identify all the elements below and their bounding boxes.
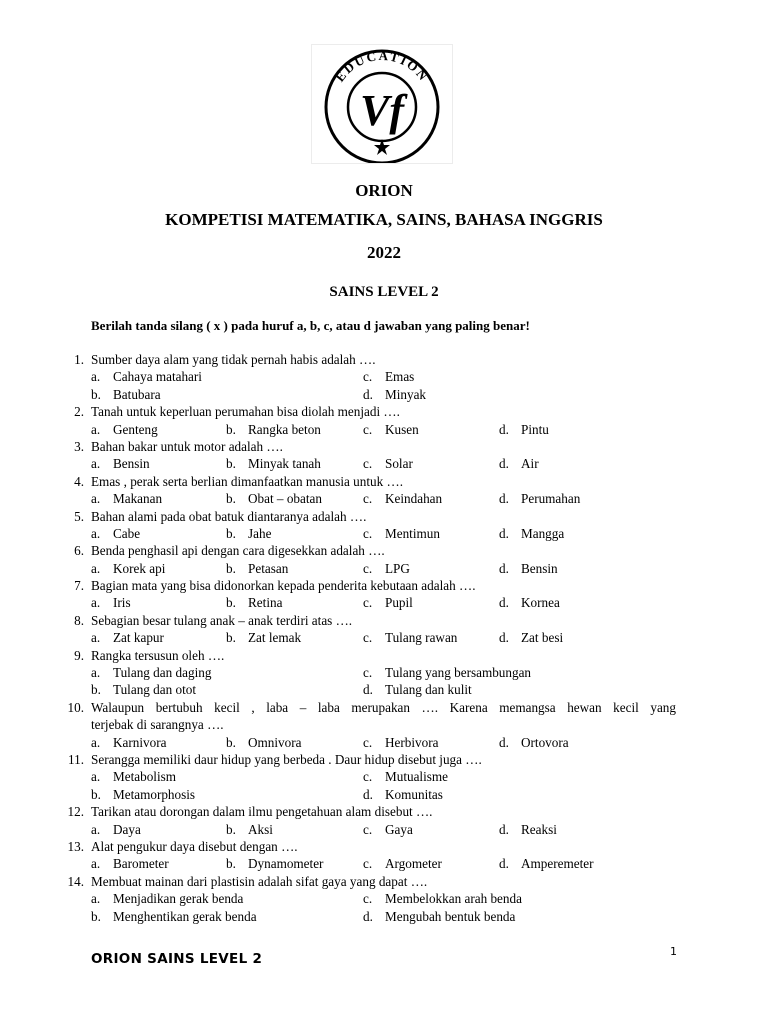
question-row: [0, 473, 768, 490]
option-letter: c.: [363, 856, 373, 872]
option-row: [0, 890, 768, 907]
option-letter: a.: [91, 525, 101, 541]
option-text: Mutualisme: [385, 769, 449, 785]
question-number: 6.: [74, 543, 84, 559]
answer-option: [363, 681, 472, 698]
answer-option: [91, 821, 141, 838]
answer-option: [363, 594, 413, 611]
option-letter: b.: [226, 560, 236, 576]
option-text: Retina: [248, 595, 283, 611]
option-text: Metamorphosis: [113, 786, 196, 802]
option-letter: d.: [499, 630, 509, 646]
option-letter: d.: [499, 456, 509, 472]
option-letter: a.: [91, 560, 101, 576]
footer-title: ORION SAINS LEVEL 2: [91, 951, 263, 967]
option-letter: b.: [226, 525, 236, 541]
option-letter: d.: [499, 821, 509, 837]
answer-option: [226, 855, 323, 872]
option-row: [0, 681, 768, 698]
question-text: Benda penghasil api dengan cara digesekkan adalah ….: [91, 543, 385, 559]
option-row: [0, 560, 768, 577]
page-number: 1: [670, 945, 677, 958]
option-letter: c.: [363, 734, 373, 750]
answer-option: [499, 629, 563, 646]
answer-option: [91, 664, 211, 681]
question-text: Bagian mata yang bisa didonorkan kepada penderita kebutaan adalah ….: [91, 578, 476, 594]
option-letter: d.: [363, 786, 373, 802]
answer-option: [91, 908, 257, 925]
question-row: [0, 647, 768, 664]
option-text: Dynamometer: [248, 856, 324, 872]
competition-subtitle: KOMPETISI MATEMATIKA, SAINS, BAHASA INGGRIS: [165, 210, 603, 229]
option-letter: c.: [363, 456, 373, 472]
option-letter: c.: [363, 421, 373, 437]
question-row: [0, 612, 768, 629]
option-text: Air: [521, 456, 539, 472]
option-text: Minyak tanah: [248, 456, 321, 472]
answer-option: [363, 386, 426, 403]
option-text: Genteng: [113, 421, 158, 437]
answer-option: [226, 629, 301, 646]
option-row: [0, 786, 768, 803]
option-letter: d.: [363, 386, 373, 402]
answer-option: [91, 786, 195, 803]
option-letter: c.: [363, 560, 373, 576]
option-letter: d.: [499, 525, 509, 541]
option-text: Menghentikan gerak benda: [113, 908, 257, 924]
question-row: [0, 508, 768, 525]
option-text: Aksi: [248, 821, 273, 837]
answer-option: [363, 664, 531, 681]
option-letter: b.: [226, 421, 236, 437]
option-text: Mangga: [521, 525, 565, 541]
option-row: [0, 368, 768, 385]
option-text: Pupil: [385, 595, 413, 611]
answer-option: [226, 525, 271, 542]
question-row: [0, 351, 768, 368]
answer-option: [499, 525, 564, 542]
option-letter: b.: [226, 456, 236, 472]
option-letter: b.: [226, 734, 236, 750]
option-row: [0, 490, 768, 507]
logo-ring-text: EDUCATION: [331, 47, 432, 85]
option-row: [0, 455, 768, 472]
question-text: Rangka tersusun oleh ….: [91, 647, 225, 663]
question-text: Walaupun bertubuh kecil , laba – laba merupakan …. Karena memangsa hewan kecil yang: [91, 699, 676, 715]
option-text: Rangka beton: [248, 421, 321, 437]
answer-option: [91, 386, 161, 403]
option-text: Tulang dan kulit: [385, 682, 472, 698]
option-letter: a.: [91, 856, 101, 872]
option-text: Makanan: [113, 491, 163, 507]
option-letter: b.: [91, 786, 101, 802]
option-text: Daya: [113, 821, 141, 837]
answer-option: [226, 734, 301, 751]
option-text: Menjadikan gerak benda: [113, 891, 244, 907]
question-row: [0, 751, 768, 768]
answer-option: [363, 560, 410, 577]
answer-option: [226, 421, 321, 438]
question-number: 12.: [67, 804, 84, 820]
option-letter: d.: [363, 682, 373, 698]
option-text: Zat besi: [521, 630, 564, 646]
option-row: [0, 908, 768, 925]
question-list: [0, 351, 768, 925]
answer-option: [363, 890, 522, 907]
option-text: Kornea: [521, 595, 560, 611]
question-number: 14.: [67, 873, 84, 889]
question-row: [0, 438, 768, 455]
question-row: [0, 699, 768, 716]
option-text: Kusen: [385, 421, 419, 437]
answer-option: [363, 908, 515, 925]
question-number: 3.: [74, 438, 84, 454]
option-text: Metabolism: [113, 769, 177, 785]
option-letter: a.: [91, 769, 101, 785]
question-number: 10.: [67, 699, 84, 715]
option-letter: b.: [226, 630, 236, 646]
option-letter: a.: [91, 369, 101, 385]
option-text: LPG: [385, 560, 410, 576]
answer-option: [91, 421, 158, 438]
option-text: Barometer: [113, 856, 169, 872]
option-letter: d.: [499, 856, 509, 872]
document-title: ORION: [355, 181, 413, 200]
option-letter: a.: [91, 595, 101, 611]
option-text: Tulang yang bersambungan: [385, 665, 532, 681]
education-logo: [311, 44, 453, 164]
answer-option: [226, 490, 322, 507]
option-text: Karnivora: [113, 734, 167, 750]
question-number: 7.: [74, 578, 84, 594]
instruction-text: Berilah tanda silang ( x ) pada huruf a, b, c, atau d jawaban yang paling benar!: [91, 318, 530, 333]
option-letter: b.: [226, 595, 236, 611]
option-letter: b.: [91, 908, 101, 924]
option-letter: a.: [91, 630, 101, 646]
option-text: Obat – obatan: [248, 491, 322, 507]
answer-option: [363, 734, 438, 751]
answer-option: [499, 855, 594, 872]
question-number: 5.: [74, 508, 84, 524]
option-letter: a.: [91, 734, 101, 750]
answer-option: [499, 560, 558, 577]
question-text: Serangga memiliki daur hidup yang berbeda . Daur hidup disebut juga ….: [91, 751, 482, 767]
option-text: Batubara: [113, 386, 161, 402]
answer-option: [91, 629, 164, 646]
question-row: [0, 803, 768, 820]
option-letter: c.: [363, 595, 373, 611]
question-text: Alat pengukur daya disebut dengan ….: [91, 838, 298, 854]
answer-option: [91, 455, 150, 472]
competition-year: 2022: [367, 243, 401, 262]
option-text: Reaksi: [521, 821, 557, 837]
option-letter: d.: [499, 734, 509, 750]
option-letter: d.: [499, 421, 509, 437]
question-row-continued: [0, 716, 768, 733]
option-text: Emas: [385, 369, 415, 385]
question-row: [0, 542, 768, 559]
answer-option: [91, 768, 176, 785]
answer-option: [499, 421, 549, 438]
option-text: Zat kapur: [113, 630, 164, 646]
question-number: 2.: [74, 404, 84, 420]
option-letter: b.: [226, 856, 236, 872]
option-text: Minyak: [385, 386, 427, 402]
option-letter: a.: [91, 456, 101, 472]
svg-text:EDUCATION: [332, 48, 432, 85]
answer-option: [91, 560, 165, 577]
answer-option: [91, 681, 196, 698]
answer-option: [91, 594, 131, 611]
answer-option: [226, 455, 321, 472]
option-text: Tulang rawan: [385, 630, 458, 646]
option-row: [0, 821, 768, 838]
option-letter: a.: [91, 821, 101, 837]
question-text: Membuat mainan dari plastisin adalah sifat gaya yang dapat ….: [91, 873, 428, 889]
option-letter: d.: [499, 491, 509, 507]
option-text: Argometer: [385, 856, 442, 872]
answer-option: [363, 786, 443, 803]
answer-option: [363, 490, 442, 507]
option-row: [0, 855, 768, 872]
question-text: Tarikan atau dorongan dalam ilmu pengetahuan alam disebut ….: [91, 804, 433, 820]
option-row: [0, 386, 768, 403]
option-letter: a.: [91, 891, 101, 907]
answer-option: [91, 890, 243, 907]
answer-option: [363, 525, 440, 542]
option-text: Herbivora: [385, 734, 439, 750]
question-text-continued: terjebak di sarangnya ….: [91, 717, 224, 733]
option-letter: c.: [363, 491, 373, 507]
question-text: Bahan bakar untuk motor adalah ….: [91, 438, 283, 454]
question-text: Bahan alami pada obat batuk diantaranya adalah ….: [91, 508, 367, 524]
option-text: Cahaya matahari: [113, 369, 202, 385]
option-text: Gaya: [385, 821, 413, 837]
answer-option: [226, 560, 288, 577]
option-letter: c.: [363, 891, 373, 907]
option-text: Tulang dan daging: [113, 665, 212, 681]
answer-option: [226, 821, 273, 838]
option-text: Tulang dan otot: [113, 682, 197, 698]
option-text: Pintu: [521, 421, 549, 437]
option-row: [0, 421, 768, 438]
answer-option: [91, 855, 169, 872]
answer-option: [499, 455, 539, 472]
option-text: Mentimun: [385, 525, 440, 541]
answer-option: [363, 368, 414, 385]
option-row: [0, 594, 768, 611]
option-row: [0, 734, 768, 751]
question-text: Sumber daya alam yang tidak pernah habis adalah ….: [91, 352, 376, 367]
answer-option: [499, 594, 560, 611]
option-letter: b.: [226, 491, 236, 507]
level-heading: SAINS LEVEL 2: [329, 284, 439, 300]
question-row: [0, 577, 768, 594]
option-letter: c.: [363, 525, 373, 541]
logo-emblem-icon: [312, 45, 452, 163]
question-text: Emas , perak serta berlian dimanfaatkan manusia untuk ….: [91, 473, 403, 489]
answer-option: [499, 490, 580, 507]
option-row: [0, 768, 768, 785]
option-letter: c.: [363, 769, 373, 785]
option-row: [0, 629, 768, 646]
answer-option: [363, 768, 448, 785]
question-row: [0, 873, 768, 890]
question-number: 4.: [74, 473, 84, 489]
option-letter: d.: [499, 595, 509, 611]
option-letter: a.: [91, 491, 101, 507]
option-letter: b.: [91, 682, 101, 698]
option-letter: b.: [91, 386, 101, 402]
question-text: Tanah untuk keperluan perumahan bisa diolah menjadi ….: [91, 404, 400, 420]
answer-option: [91, 525, 140, 542]
option-row: [0, 525, 768, 542]
logo-monogram: Vf: [360, 86, 404, 135]
answer-option: [226, 594, 282, 611]
option-text: Petasan: [248, 560, 289, 576]
option-text: Jahe: [248, 525, 272, 541]
answer-option: [91, 490, 162, 507]
option-letter: c.: [363, 665, 373, 681]
option-letter: b.: [226, 821, 236, 837]
option-text: Bensin: [113, 456, 150, 472]
question-text: Sebagian besar tulang anak – anak terdiri atas ….: [91, 612, 353, 628]
option-text: Zat lemak: [248, 630, 302, 646]
option-letter: c.: [363, 630, 373, 646]
question-number: 9.: [74, 647, 84, 663]
option-letter: c.: [363, 369, 373, 385]
option-letter: a.: [91, 421, 101, 437]
option-text: Amperemeter: [521, 856, 594, 872]
option-text: Solar: [385, 456, 413, 472]
question-row: [0, 403, 768, 420]
option-letter: a.: [91, 665, 101, 681]
answer-option: [499, 821, 557, 838]
answer-option: [91, 368, 202, 385]
option-text: Membelokkan arah benda: [385, 891, 522, 907]
answer-option: [363, 455, 413, 472]
option-text: Bensin: [521, 560, 558, 576]
option-letter: d.: [363, 908, 373, 924]
answer-option: [363, 855, 442, 872]
option-text: Mengubah bentuk benda: [385, 908, 516, 924]
question-number: 13.: [67, 838, 84, 854]
question-number: 11.: [68, 751, 84, 767]
option-letter: c.: [363, 821, 373, 837]
question-row: [0, 838, 768, 855]
option-text: Cabe: [113, 525, 141, 541]
answer-option: [363, 421, 419, 438]
option-row: [0, 664, 768, 681]
option-text: Perumahan: [521, 491, 581, 507]
option-text: Iris: [113, 595, 131, 611]
option-text: Keindahan: [385, 491, 443, 507]
answer-option: [363, 629, 457, 646]
answer-option: [499, 734, 569, 751]
option-text: Korek api: [113, 560, 166, 576]
option-letter: d.: [499, 560, 509, 576]
question-number: 8.: [74, 612, 84, 628]
option-text: Komunitas: [385, 786, 443, 802]
answer-option: [91, 734, 166, 751]
option-text: Omnivora: [248, 734, 302, 750]
question-number: 1.: [74, 352, 84, 367]
answer-option: [363, 821, 413, 838]
option-text: Ortovora: [521, 734, 569, 750]
